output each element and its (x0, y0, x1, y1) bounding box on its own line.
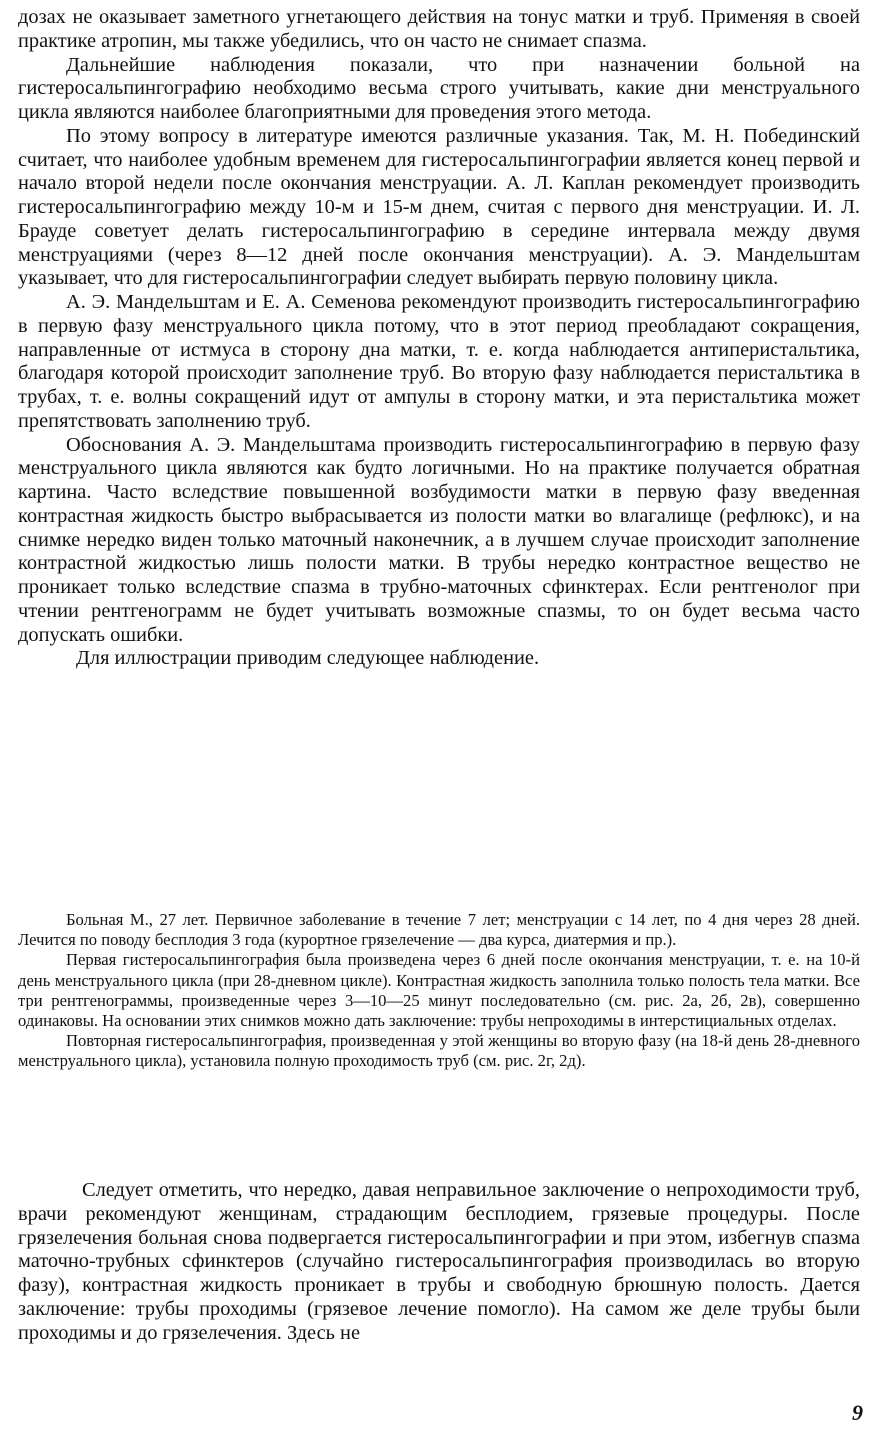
page-number: 9 (852, 1400, 863, 1425)
paragraph: Для иллюстрации приводим следующее наблюдение. (76, 647, 540, 670)
main-text (18, 6, 860, 671)
paragraph: А. Э. Мандельштам и Е. А. Семенова рекомендуют производить гистеросальпингографию в первую фазу менструального цикла потому, что в этот период преобладают сокращения, направленные от истмуса в сторону дна матки, т. е. когда наблюдается антиперистальтика, благодаря которой происходит заполнение труб. Во вторую фазу наблюдается перистальтика в трубах, т. е. волны сокращений идут от ампулы в сторону матки, и эта перистальтика может препятствовать заполнению труб. (18, 291, 860, 432)
case-paragraph: Больная М., 27 лет. Первичное заболевание в течение 7 лет; менструации с 14 лет, по 4 дня через 28 дней. Лечится по поводу бесплодия 3 года (курортное грязелечение — два курса, диатермия и пр.). (18, 910, 860, 950)
case-report (18, 910, 860, 1072)
paragraph-continued: дозах не оказывает заметного угнетающего действия на тонус матки и труб. Применяя в своей практике атропин, мы также убедились, что он часто не снимает спазма. (18, 6, 860, 52)
case-paragraph: Первая гистеросальпингография была произведена через 6 дней после окончания менструации, т. е. на 10-й день менструального цикла (при 28-дневном цикле). Контрастная жидкость заполнила только полость тела матки. Все три рентгенограммы, произведенные через 3—10—25 минут последовательно (см. рис. 2а, 2б, 2в), совершенно одинаковы. На основании этих снимков можно дать заключение: трубы непроходимы в интерстициальных отделах. (18, 950, 860, 1031)
case-paragraph: Повторная гистеросальпингография, произведенная у этой женщины во вторую фазу (на 18-й день 28-дневного менструального цикла), установила полную проходимость труб (см. рис. 2г, 2д). (18, 1031, 860, 1071)
closing-paragraph: Следует отметить, что нередко, давая неправильное заключение о непроходимости труб, врачи рекомендуют женщинам, страдающим бесплодием, грязевые процедуры. После грязелечения больная снова подвергается гистеросальпингографии и при этом, избегнув спазма маточно-трубных сфинктеров (случайно гистеросальпингография производилась во вторую фазу), контрастная жидкость проникает в трубы и свободную брюшную полость. Дается заключение: трубы проходимы (грязевое лечение помогло). На самом же деле трубы были проходимы и до грязелечения. Здесь не (18, 1179, 860, 1344)
paragraph: Обоснования А. Э. Мандельштама производить гистеросальпингографию в первую фазу менструального цикла являются как будто логичными. Но на практике получается обратная картина. Часто вследствие повышенной возбудимости матки в первую фазу введенная контрастная жидкость быстро выбрасывается из полости матки во влагалище (рефлюкс), и на снимке нередко виден только маточный наконечник, а в лучшем случае происходит заполнение контрастной жидкостью лишь полости матки. В трубы нередко контрастное вещество не проникает только вследствие спазма в трубно-маточных сфинктерах. Если рентгенолог при чтении рентгенограмм не будет учитывать возможные спазмы, то он будет весьма часто допускать ошибки. (18, 433, 860, 646)
closing-text (18, 1179, 860, 1345)
paragraph: Дальнейшие наблюдения показали, что при назначении больной на гистеросальпингографию необходимо весьма строго учитывать, какие дни менструального цикла являются наиболее благоприятными для проведения этого метода. (18, 53, 860, 123)
paragraph: По этому вопросу в литературе имеются различные указания. Так, М. Н. Побединский считает, что наиболее удобным временем для гистеросальпингографии является конец первой и начало второй недели после окончания менструации. А. Л. Каплан рекомендует производить гистеросальпингографию между 10-м и 15-м днем, считая с первого дня менструации. И. Л. Брауде советует делать гистеросальпингографию в середине интервала между двумя менструациями (через 8—12 дней после окончания менструации). А. Э. Мандельштам указывает, что для гистеросальпингографии следует выбирать первую половину цикла. (18, 124, 860, 290)
